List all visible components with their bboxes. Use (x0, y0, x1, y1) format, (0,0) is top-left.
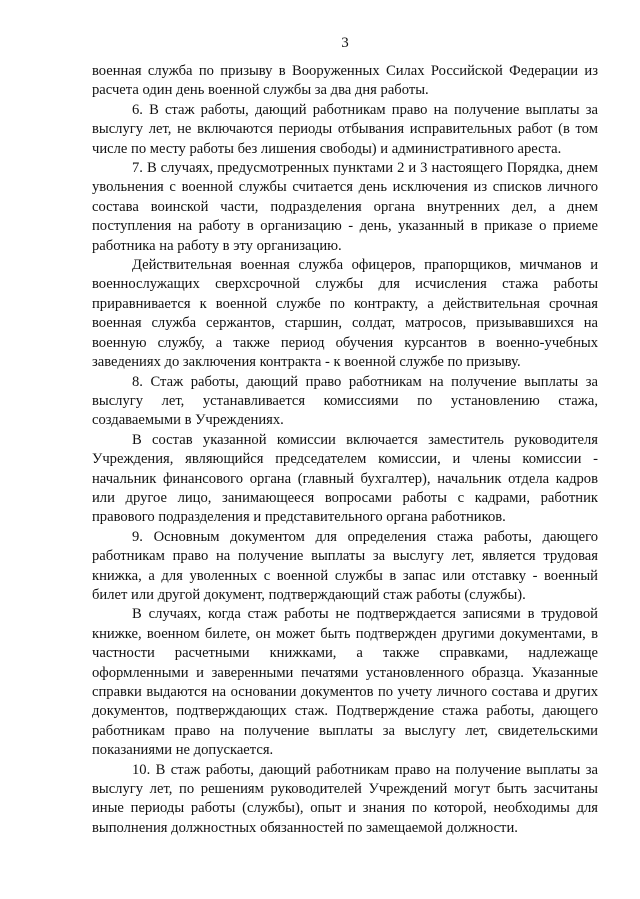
paragraph-confirmation-cases: В случаях, когда стаж работы не подтверждается записями в трудовой книжке, военном билете, он может быть подтвержден другими документами, в частности расчетными книжками, а также справками, надлежаще оформленными и заверенными печатями установленного образца. Указанные справки выдаются на основании документов по учету личного состава и других документов, подтверждающих стаж. Подтверждение стажа работы, дающего работникам право на получение выплаты за выслугу лет, свидетельскими показаниями не допускается. (92, 606, 598, 759)
paragraph-item-9: 9. Основным документом для определения стажа работы, дающего работникам право на получение выплаты за выслугу лет, является трудовая книжка, а для уволенных с военной службы в запас или отставку - военный билет или другой документ, подтверждающий стаж работы (службы). (92, 528, 598, 603)
paragraph-continuation: военная служба по призыву в Вооруженных Силах Российской Федерации из расчета один день военной службы за два дня работы. (92, 63, 598, 99)
paragraph-item-6: 6. В стаж работы, дающий работникам право на получение выплаты за выслугу лет, не включаются периоды отбывания исправительных работ (в том числе по месту работы без лишения свободы) и административного ареста. (92, 101, 598, 157)
page-number: 3 (341, 35, 349, 51)
paragraph-item-10: 10. В стаж работы, дающий работникам право на получение выплаты за выслугу лет, по решениям руководителей Учреждений могут быть засчитаны иные периоды работы (службы), опыт и знания по которой, необходимы для выполнения должностных обязанностей по замещаемой должности. (92, 761, 598, 836)
paragraph-item-7: 7. В случаях, предусмотренных пунктами 2 и 3 настоящего Порядка, днем увольнения с военной службы считается день исключения из списков личного состава воинской части, подразделения органа внутренних дел, а днем поступления на работу в организацию - день, указанный в приказе о приеме работника на работу в эту организацию. (92, 160, 598, 254)
paragraph-military-service: Действительная военная служба офицеров, прапорщиков, мичманов и военнослужащих сверхсрочной службы для исчисления стажа работы приравнивается к военной службе по контракту, а действительная срочная военная служба сержантов, старшин, солдат, матросов, призывавшихся на военную службу, а также период обучения курсантов в военно-учебных заведениях до заключения контракта - к военной службе по призыву. (92, 257, 598, 371)
paragraph-item-8: 8. Стаж работы, дающий право работникам на получение выплаты за выслугу лет, устанавливается комиссиями по установлению стажа, создаваемыми в Учреждениях. (92, 373, 598, 429)
paragraph-commission-composition: В состав указанной комиссии включается заместитель руководителя Учреждения, являющийся председателем комиссии, и члены комиссии - начальник финансового органа (главный бухгалтер), начальник отдела кадров или другое лицо, занимающееся вопросами работы с кадрами, работник правового подразделения и представительного органа работников. (92, 431, 598, 526)
document-page (92, 34, 598, 838)
